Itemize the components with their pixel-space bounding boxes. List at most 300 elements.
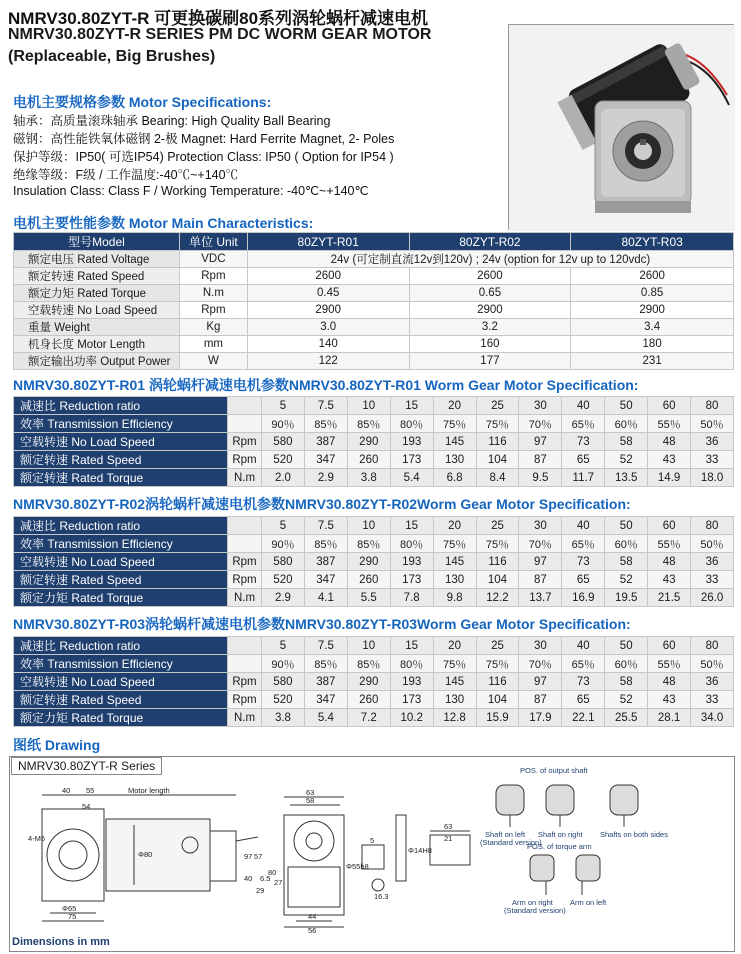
table-cell: 60 bbox=[648, 517, 691, 535]
row-label: 空载转速 No Load Speed bbox=[14, 433, 228, 451]
table-cell: 97 bbox=[519, 553, 562, 571]
table-cell: 347 bbox=[304, 451, 347, 469]
row-label: 额定转速 Rated Speed bbox=[14, 571, 228, 589]
table-cell: 33 bbox=[691, 571, 734, 589]
table-cell: 104 bbox=[476, 451, 519, 469]
table-row bbox=[14, 691, 734, 709]
table-cell: 40 bbox=[562, 637, 605, 655]
gearbox-outline bbox=[42, 809, 104, 901]
table-cell: 25.5 bbox=[605, 709, 648, 727]
table-row bbox=[14, 655, 734, 673]
table-cell: 260 bbox=[347, 451, 390, 469]
subtitle: (Replaceable, Big Brushes) bbox=[8, 48, 216, 65]
table-cell: 104 bbox=[476, 691, 519, 709]
table-cell: 50 bbox=[605, 517, 648, 535]
col-unit: 单位 Unit bbox=[179, 233, 247, 251]
dim-40: 40 bbox=[62, 786, 71, 795]
table-cell: 15.9 bbox=[476, 709, 519, 727]
table-cell: 130 bbox=[433, 691, 476, 709]
table-cell: 19.5 bbox=[605, 589, 648, 607]
table-cell: 20 bbox=[433, 517, 476, 535]
table-cell: 387 bbox=[304, 553, 347, 571]
table-row bbox=[14, 709, 734, 727]
row-label: 空载转速 No Load Speed bbox=[14, 673, 228, 691]
table-cell: 387 bbox=[304, 673, 347, 691]
table-cell: 260 bbox=[347, 691, 390, 709]
dim-80: 80 bbox=[268, 868, 277, 877]
motor-body bbox=[106, 819, 210, 891]
row-label: 效率 Transmission Efficiency bbox=[14, 655, 228, 673]
table-cell: 26.0 bbox=[691, 589, 734, 607]
table-cell: 15 bbox=[390, 517, 433, 535]
table-cell: 75％ bbox=[433, 655, 476, 673]
row-label: 机身长度 Motor Length bbox=[14, 336, 180, 353]
dim-29: 29 bbox=[256, 886, 265, 895]
row-unit: Rpm bbox=[228, 433, 262, 451]
shaft-right-label: Shaft on right bbox=[538, 830, 583, 839]
spec-insulation-cn: 绝缘等级：F级 / 工作温度:-40℃~+140℃ bbox=[13, 168, 239, 182]
table-row bbox=[14, 553, 734, 571]
row-label: 空载转速 No Load Speed bbox=[14, 302, 180, 319]
table-cell: 290 bbox=[347, 553, 390, 571]
gear-heading-r03: NMRV30.80ZYT-R03涡轮蜗杆减速电机参数NMRV30.80ZYT-R03Worm Gear Motor Specification: bbox=[13, 616, 631, 632]
table-cell: 14.9 bbox=[648, 469, 691, 487]
title-en: NMRV30.80ZYT-R SERIES PM DC WORM GEAR MOTOR bbox=[8, 26, 432, 43]
table-cell: 30 bbox=[519, 397, 562, 415]
table-cell: 25 bbox=[476, 637, 519, 655]
table-cell: 3.8 bbox=[262, 709, 305, 727]
row-label: 效率 Transmission Efficiency bbox=[14, 535, 228, 553]
table-cell: 231 bbox=[571, 353, 734, 370]
table-cell: 25 bbox=[476, 397, 519, 415]
table-cell: 18.0 bbox=[691, 469, 734, 487]
table-cell: 7.8 bbox=[390, 589, 433, 607]
arm-left-label: Arm on left bbox=[570, 898, 607, 907]
table-cell: 34.0 bbox=[691, 709, 734, 727]
drawing-heading: 图纸 Drawing bbox=[13, 737, 101, 753]
table-row bbox=[14, 251, 734, 268]
table-cell: 140 bbox=[247, 336, 409, 353]
table-cell: 5.4 bbox=[304, 709, 347, 727]
row-label: 额定电压 Rated Voltage bbox=[14, 251, 180, 268]
table-cell: 58 bbox=[605, 433, 648, 451]
table-cell: 60％ bbox=[605, 655, 648, 673]
table-cell: 193 bbox=[390, 433, 433, 451]
pos-output-shaft: POS. of output shaft bbox=[520, 766, 588, 775]
table-cell: 6.8 bbox=[433, 469, 476, 487]
table-cell: 43 bbox=[648, 451, 691, 469]
table-cell: 36 bbox=[691, 673, 734, 691]
table-cell: 2600 bbox=[409, 268, 571, 285]
table-cell: 73 bbox=[562, 433, 605, 451]
table-cell: 80％ bbox=[390, 655, 433, 673]
table-cell: 58 bbox=[605, 673, 648, 691]
table-cell: 2.9 bbox=[262, 589, 305, 607]
table-row bbox=[14, 673, 734, 691]
table-cell: 580 bbox=[262, 433, 305, 451]
table-cell: 73 bbox=[562, 553, 605, 571]
table-cell: 21.5 bbox=[648, 589, 691, 607]
table-cell: 70％ bbox=[519, 655, 562, 673]
table-cell: 85％ bbox=[304, 415, 347, 433]
row-unit: Rpm bbox=[228, 451, 262, 469]
dim-phi14h8: Φ14H8 bbox=[408, 846, 432, 855]
table-header-row bbox=[14, 233, 734, 251]
table-cell: 7.5 bbox=[304, 637, 347, 655]
table-cell: 3.8 bbox=[347, 469, 390, 487]
table-row bbox=[14, 433, 734, 451]
table-cell: 130 bbox=[433, 451, 476, 469]
table-cell: 145 bbox=[433, 673, 476, 691]
gear-table-r02 bbox=[13, 516, 734, 607]
table-cell: 104 bbox=[476, 571, 519, 589]
table-cell: 10.2 bbox=[390, 709, 433, 727]
table-cell: 0.45 bbox=[247, 285, 409, 302]
dim-56: 56 bbox=[308, 926, 317, 935]
pos-torque-arm: POS. of torque arm bbox=[527, 842, 592, 851]
motor-endcap bbox=[210, 831, 236, 881]
table-row bbox=[14, 268, 734, 285]
table-cell: 20 bbox=[433, 397, 476, 415]
table-cell: 90％ bbox=[262, 655, 305, 673]
table-cell: 130 bbox=[433, 571, 476, 589]
row-label: 额定转速 Rated Torque bbox=[14, 469, 228, 487]
table-row bbox=[14, 319, 734, 336]
table-cell: 85％ bbox=[347, 535, 390, 553]
table-cell: 520 bbox=[262, 691, 305, 709]
table-cell: 50％ bbox=[691, 415, 734, 433]
table-cell: 4.1 bbox=[304, 589, 347, 607]
table-cell: 65％ bbox=[562, 415, 605, 433]
table-cell: 30 bbox=[519, 517, 562, 535]
table-cell: 7.5 bbox=[304, 397, 347, 415]
table-cell: 13.5 bbox=[605, 469, 648, 487]
row-unit bbox=[228, 415, 262, 433]
table-cell: 80 bbox=[691, 397, 734, 415]
table-cell: 15 bbox=[390, 637, 433, 655]
drawing-footer: Dimensions in mm bbox=[12, 936, 110, 948]
table-cell: 30 bbox=[519, 637, 562, 655]
table-row bbox=[14, 637, 734, 655]
table-cell: 0.65 bbox=[409, 285, 571, 302]
shaft-both-label: Shafts on both sides bbox=[600, 830, 668, 839]
table-cell: 73 bbox=[562, 673, 605, 691]
table-cell: 10 bbox=[347, 517, 390, 535]
dim-5: 5 bbox=[370, 836, 375, 845]
table-cell: 347 bbox=[304, 571, 347, 589]
table-cell: 48 bbox=[648, 673, 691, 691]
dim-55: 55 bbox=[86, 786, 95, 795]
table-cell: 90％ bbox=[262, 415, 305, 433]
table-cell: 5.5 bbox=[347, 589, 390, 607]
table-cell: 9.8 bbox=[433, 589, 476, 607]
col-r02: 80ZYT-R02 bbox=[409, 233, 571, 251]
dim-phi80: Φ80 bbox=[138, 850, 153, 859]
dim-16-3: 16.3 bbox=[374, 892, 389, 901]
arm-left-figure bbox=[576, 855, 600, 881]
row-unit: Rpm bbox=[179, 268, 247, 285]
table-cell: 48 bbox=[648, 553, 691, 571]
dim-21: 21 bbox=[444, 834, 453, 843]
table-cell: 122 bbox=[247, 353, 409, 370]
row-label: 额定转速 Rated Speed bbox=[14, 691, 228, 709]
row-unit: Rpm bbox=[228, 571, 262, 589]
dim-75: 75 bbox=[68, 912, 77, 921]
table-cell: 580 bbox=[262, 673, 305, 691]
row-unit: Rpm bbox=[179, 302, 247, 319]
dim-58: 58 bbox=[306, 796, 315, 805]
characteristics-heading: 电机主要性能参数 Motor Main Characteristics: bbox=[13, 215, 314, 231]
table-cell: 580 bbox=[262, 553, 305, 571]
table-cell: 33 bbox=[691, 451, 734, 469]
dim-27: 27 bbox=[274, 878, 283, 887]
spec-insulation-en: Insulation Class: Class F / Working Temperature: -40℃~+140℃ bbox=[13, 184, 369, 198]
table-row bbox=[14, 517, 734, 535]
row-unit bbox=[228, 517, 262, 535]
table-cell: 36 bbox=[691, 553, 734, 571]
table-row bbox=[14, 571, 734, 589]
table-row bbox=[14, 353, 734, 370]
table-cell: 7.2 bbox=[347, 709, 390, 727]
table-cell: 290 bbox=[347, 433, 390, 451]
table-row bbox=[14, 302, 734, 319]
table-cell: 50 bbox=[605, 637, 648, 655]
row-unit bbox=[228, 397, 262, 415]
table-cell: 85％ bbox=[304, 655, 347, 673]
table-cell: 173 bbox=[390, 451, 433, 469]
table-cell: 2.0 bbox=[262, 469, 305, 487]
table-cell: 65％ bbox=[562, 535, 605, 553]
table-cell: 8.4 bbox=[476, 469, 519, 487]
shaft-left-sub: (Standard version) bbox=[480, 838, 542, 847]
spec-magnet: 磁钢：高性能铁氧体磁钢 2-极 Magnet: Hard Ferrite Magnet, 2- Poles bbox=[13, 132, 395, 146]
row-label: 额定转速 Rated Speed bbox=[14, 268, 180, 285]
dim-44: 44 bbox=[308, 912, 317, 921]
table-cell: 80 bbox=[691, 517, 734, 535]
table-cell: 145 bbox=[433, 433, 476, 451]
table-row bbox=[14, 397, 734, 415]
table-cell: 3.4 bbox=[571, 319, 734, 336]
shaft-left-figure bbox=[496, 785, 524, 815]
row-label: 额定力矩 Rated Torque bbox=[14, 285, 180, 302]
table-cell: 33 bbox=[691, 691, 734, 709]
table-cell: 52 bbox=[605, 691, 648, 709]
row-unit bbox=[228, 637, 262, 655]
table-cell: 3.0 bbox=[247, 319, 409, 336]
table-cell: 55％ bbox=[648, 535, 691, 553]
table-cell: 173 bbox=[390, 691, 433, 709]
table-cell: 87 bbox=[519, 451, 562, 469]
table-cell: 25 bbox=[476, 517, 519, 535]
gear-table-r01 bbox=[13, 396, 734, 487]
table-cell: 60 bbox=[648, 637, 691, 655]
gear-heading-r01: NMRV30.80ZYT-R01 涡轮蜗杆减速电机参数NMRV30.80ZYT-R01 Worm Gear Motor Specification: bbox=[13, 377, 639, 393]
table-cell: 50 bbox=[605, 397, 648, 415]
row-label: 额定转速 Rated Speed bbox=[14, 451, 228, 469]
title-cn: NMRV30.80ZYT-R 可更换碳刷80系列涡轮蜗杆减速电机 bbox=[8, 9, 429, 28]
row-unit: W bbox=[179, 353, 247, 370]
table-cell: 387 bbox=[304, 433, 347, 451]
table-cell: 20 bbox=[433, 637, 476, 655]
gearbox-circle bbox=[47, 829, 99, 881]
table-row bbox=[14, 415, 734, 433]
table-cell: 60％ bbox=[605, 535, 648, 553]
table-cell: 520 bbox=[262, 571, 305, 589]
col-r03: 80ZYT-R03 bbox=[571, 233, 734, 251]
table-row bbox=[14, 285, 734, 302]
table-cell: 5.4 bbox=[390, 469, 433, 487]
table-cell: 7.5 bbox=[304, 517, 347, 535]
table-cell: 36 bbox=[691, 433, 734, 451]
table-cell: 65 bbox=[562, 451, 605, 469]
spec-bearing: 轴承：高质量滚珠轴承 Bearing: High Quality Ball Bearing bbox=[13, 114, 331, 128]
table-cell: 65 bbox=[562, 571, 605, 589]
row-unit: N.m bbox=[228, 469, 262, 487]
table-cell: 2900 bbox=[409, 302, 571, 319]
arm-right-label: Arm on right bbox=[512, 898, 553, 907]
voltage-value: 24v (可定制直流12v到120v) ; 24v (option for 12v up to 120vdc) bbox=[247, 251, 733, 268]
table-cell: 260 bbox=[347, 571, 390, 589]
table-cell: 60 bbox=[648, 397, 691, 415]
dim-4m6: 4-M6 bbox=[28, 834, 46, 843]
table-cell: 2900 bbox=[571, 302, 734, 319]
row-label: 效率 Transmission Efficiency bbox=[14, 415, 228, 433]
table-cell: 97 bbox=[519, 673, 562, 691]
table-cell: 13.7 bbox=[519, 589, 562, 607]
table-row bbox=[14, 451, 734, 469]
col-r01: 80ZYT-R01 bbox=[247, 233, 409, 251]
row-label: 额定力矩 Rated Torque bbox=[14, 589, 228, 607]
table-cell: 116 bbox=[476, 673, 519, 691]
table-row bbox=[14, 336, 734, 353]
table-cell: 75％ bbox=[433, 535, 476, 553]
table-cell: 5 bbox=[262, 397, 305, 415]
table-cell: 160 bbox=[409, 336, 571, 353]
front-view-outline bbox=[284, 815, 344, 915]
dim-6-5: 6.5 bbox=[260, 874, 271, 883]
row-label: 减速比 Reduction ratio bbox=[14, 397, 228, 415]
table-cell: 65％ bbox=[562, 655, 605, 673]
table-cell: 520 bbox=[262, 451, 305, 469]
table-cell: 55％ bbox=[648, 655, 691, 673]
table-cell: 90％ bbox=[262, 535, 305, 553]
table-cell: 5 bbox=[262, 517, 305, 535]
dim-63: 63 bbox=[306, 788, 315, 797]
table-cell: 60％ bbox=[605, 415, 648, 433]
row-unit: N.m bbox=[228, 709, 262, 727]
table-cell: 3.2 bbox=[409, 319, 571, 336]
table-cell: 193 bbox=[390, 553, 433, 571]
table-cell: 116 bbox=[476, 433, 519, 451]
shaft-right-figure bbox=[546, 785, 574, 815]
table-cell: 65 bbox=[562, 691, 605, 709]
table-cell: 173 bbox=[390, 571, 433, 589]
table-row bbox=[14, 469, 734, 487]
table-cell: 193 bbox=[390, 673, 433, 691]
row-label: 额定力矩 Rated Torque bbox=[14, 709, 228, 727]
table-cell: 2600 bbox=[571, 268, 734, 285]
dim-97: 97 bbox=[244, 852, 253, 861]
table-cell: 12.2 bbox=[476, 589, 519, 607]
dim-54: 54 bbox=[82, 802, 91, 811]
table-cell: 22.1 bbox=[562, 709, 605, 727]
dim-63b: 63 bbox=[444, 822, 453, 831]
shaft-left-label: Shaft on left bbox=[485, 830, 526, 839]
table-cell: 75％ bbox=[476, 415, 519, 433]
gear-heading-r02: NMRV30.80ZYT-R02涡轮蜗杆减速电机参数NMRV30.80ZYT-R02Worm Gear Motor Specification: bbox=[13, 496, 631, 512]
dim-40b: 40 bbox=[244, 874, 253, 883]
table-cell: 0.85 bbox=[571, 285, 734, 302]
arm-right-sub: (Standard version) bbox=[504, 906, 566, 915]
table-cell: 2600 bbox=[247, 268, 409, 285]
table-cell: 70％ bbox=[519, 535, 562, 553]
row-unit: Rpm bbox=[228, 691, 262, 709]
table-cell: 58 bbox=[605, 553, 648, 571]
table-cell: 12.8 bbox=[433, 709, 476, 727]
table-cell: 5 bbox=[262, 637, 305, 655]
spec-protection: 保护等级：IP50( 可选IP54) Protection Class: IP50 ( Option for IP54 ) bbox=[13, 150, 394, 164]
table-cell: 80％ bbox=[390, 535, 433, 553]
product-photo bbox=[508, 24, 734, 230]
table-cell: 347 bbox=[304, 691, 347, 709]
col-model: 型号Model bbox=[14, 233, 180, 251]
table-cell: 16.9 bbox=[562, 589, 605, 607]
arm-right-figure bbox=[530, 855, 554, 881]
drawing-series-label: NMRV30.80ZYT-R Series bbox=[11, 757, 162, 775]
table-cell: 43 bbox=[648, 691, 691, 709]
table-cell: 85％ bbox=[304, 535, 347, 553]
table-cell: 2900 bbox=[247, 302, 409, 319]
dim-phi65: Φ65 bbox=[62, 904, 77, 913]
row-unit: N.m bbox=[228, 589, 262, 607]
row-unit: Rpm bbox=[228, 673, 262, 691]
table-cell: 10 bbox=[347, 397, 390, 415]
table-cell: 80％ bbox=[390, 415, 433, 433]
table-cell: 52 bbox=[605, 571, 648, 589]
table-cell: 75％ bbox=[476, 535, 519, 553]
table-cell: 70％ bbox=[519, 415, 562, 433]
shaft-both-figure bbox=[610, 785, 638, 815]
specs-heading: 电机主要规格参数 Motor Specifications: bbox=[13, 94, 272, 110]
table-cell: 28.1 bbox=[648, 709, 691, 727]
row-unit bbox=[228, 535, 262, 553]
row-label: 减速比 Reduction ratio bbox=[14, 517, 228, 535]
dim-57: 57 bbox=[254, 852, 263, 861]
gear-table-r03 bbox=[13, 636, 734, 727]
row-label: 重量 Weight bbox=[14, 319, 180, 336]
row-unit: Kg bbox=[179, 319, 247, 336]
table-cell: 48 bbox=[648, 433, 691, 451]
table-cell: 87 bbox=[519, 691, 562, 709]
table-cell: 87 bbox=[519, 571, 562, 589]
table-cell: 290 bbox=[347, 673, 390, 691]
table-cell: 10 bbox=[347, 637, 390, 655]
table-cell: 75％ bbox=[476, 655, 519, 673]
table-cell: 11.7 bbox=[562, 469, 605, 487]
table-cell: 15 bbox=[390, 397, 433, 415]
table-cell: 40 bbox=[562, 397, 605, 415]
table-cell: 52 bbox=[605, 451, 648, 469]
row-unit bbox=[228, 655, 262, 673]
row-label: 额定输出功率 Output Power bbox=[14, 353, 180, 370]
table-cell: 17.9 bbox=[519, 709, 562, 727]
table-cell: 50％ bbox=[691, 655, 734, 673]
table-cell: 116 bbox=[476, 553, 519, 571]
table-cell: 75％ bbox=[433, 415, 476, 433]
table-cell: 2.9 bbox=[304, 469, 347, 487]
table-cell: 85％ bbox=[347, 655, 390, 673]
table-cell: 50％ bbox=[691, 535, 734, 553]
